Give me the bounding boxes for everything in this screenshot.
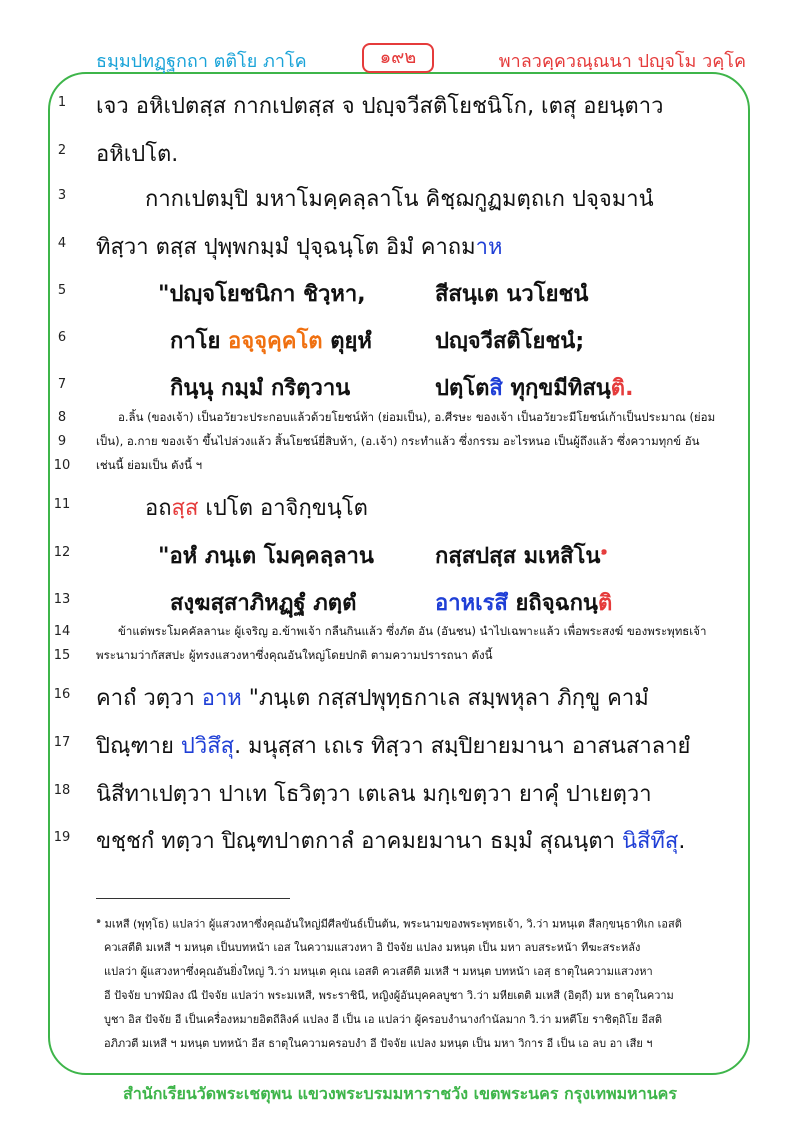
- line-number: 18: [53, 783, 71, 798]
- page-footer: สำนักเรียนวัดพระเชตุพน แขวงพระบรมมหาราชวัง เขตพระนคร กรุงเทพมหานคร: [123, 1084, 677, 1103]
- pali-line: เจว อหิเปตสฺส กากเปตสฺส จ ปญฺจวีสติโยชนิโก, เตสุ อยนฺตาว: [96, 94, 664, 119]
- footnote-line: ควเสตีติ มเหสี ฯ มหนฺต เป็นบทหน้า เอส ในความแสวงหา อิ ปัจจัย แปลง มหนฺต เป็น มหา ลบสระหน้า ทีฆะสระหลัง: [104, 941, 641, 954]
- text-segment: คาถํ วตฺวา: [96, 686, 202, 711]
- verse-left: "ปญฺจโยชนิกา ชิวฺหา,: [158, 282, 366, 307]
- verse-left: สงฺฆสฺสาภิหฏฺฐํ ภตฺตํ: [170, 591, 357, 616]
- text-segment: ตุยฺหํ: [322, 329, 372, 354]
- line-number: 3: [57, 188, 67, 203]
- line-number: 1: [57, 95, 67, 110]
- footnote-marker: ๑: [600, 544, 608, 558]
- highlight-word: อจฺจุคฺคโต: [228, 329, 323, 354]
- text-segment: กาโย: [170, 329, 229, 354]
- line-number: 19: [53, 830, 71, 845]
- highlight-word: สิ: [489, 376, 503, 401]
- footnote-line: อี ปัจจัย บาฬมิลง ณี ปัจจัย แปลว่า พระมเหสี, พระราชินี, หญิงผู้อันบุคคลบูชา วิ.ว่า มหียเตติ มเหสี (อิตฺถี) มห ธาตุในความ: [104, 989, 674, 1002]
- text-segment: ทิสฺวา ตสฺส ปุพฺพกมฺมํ ปุจฺฉนฺโต อิมํ คาถม: [96, 235, 476, 260]
- highlight-word: ติ: [597, 591, 613, 616]
- text-segment: "ภนฺเต กสฺสปพุทฺธกาเล สมฺพหุลา ภิกฺขู คามํ: [241, 686, 649, 711]
- highlight-word: สฺส: [171, 496, 199, 521]
- pali-line: กากเปตมฺปิ มหาโมคฺคลฺลาโน คิชฺฌกูฏมตฺถเก ปจฺจมานํ: [145, 187, 654, 212]
- highlight-word: อาหเรสึ: [435, 591, 508, 616]
- line-number: 10: [53, 458, 71, 473]
- verse-right: [435, 370, 633, 405]
- footnote-line: อภิภวตี มเหสี ฯ มหนฺต บทหน้า อีส ธาตุในความครอบงำ อี ปัจจัย แปลง มหนฺต เป็น มหา วิการ อี เป็น เอ ลบ อา เสีย ฯ: [104, 1037, 653, 1050]
- footnote-line: [96, 914, 744, 933]
- line-number: 8: [57, 410, 67, 425]
- page-number: ๑๙๒: [362, 43, 434, 73]
- text-segment: อถ: [145, 496, 172, 521]
- line-number: 17: [53, 735, 71, 750]
- line-number: 16: [53, 687, 71, 702]
- verse-right: [435, 538, 607, 573]
- header-left-title: ธมฺมปทฏฺฐกถา ตติโย ภาโค: [96, 51, 307, 72]
- pali-line: อหิเปโต.: [96, 142, 179, 167]
- text-segment: . มนุสฺสา เถเร ทิสฺวา สมฺปิยายมานา อาสนสาลายํ: [234, 734, 691, 759]
- verse-left: [170, 323, 372, 358]
- line-number: 14: [53, 624, 71, 639]
- pali-line: [96, 229, 744, 264]
- footnote-marker: ๑: [96, 916, 102, 925]
- footnote-text: มเหสี (พุทฺโธ) แปลว่า ผู้แสวงหาซึ่งคุณอันใหญ่มีศีลขันธ์เป็นต้น, พระนามของพระพุทธเจ้า, วิ.ว่า มหนฺเต สีลกฺขนฺธาทิเก เอสติ: [101, 917, 682, 931]
- text-segment: ปิณฺฑาย: [96, 734, 181, 759]
- line-number: 6: [57, 330, 67, 345]
- verse-left: "อหํ ภนฺเต โมคฺคลฺลาน: [158, 544, 374, 569]
- translation-line: เป็น), อ.กาย ของเจ้า ขึ้นไปล่วงแล้ว สิ้นโยชน์ยี่สิบห้า, (อ.เจ้า) กระทำแล้ว ซึ่งกรรม อะไรหนอ เป็นผู้ถึงแล้ว ซึ่งความทุกข์ อัน: [96, 434, 700, 448]
- pali-line: [96, 823, 744, 858]
- text-segment: กสฺสปสฺส มเหสิโน: [435, 544, 601, 569]
- line-number: 11: [53, 497, 71, 512]
- line-number: 9: [57, 434, 67, 449]
- line-number: 4: [57, 236, 67, 251]
- highlight-word: าห: [475, 235, 503, 260]
- pali-line: นิสีทาเปตฺวา ปาเท โธวิตฺวา เตเลน มกฺเขตฺวา ยาคุํ ปาเยตฺวา: [96, 782, 652, 807]
- line-number: 7: [57, 377, 67, 392]
- translation-line: อ.ลิ้น (ของเจ้า) เป็นอวัยวะประกอบแล้วด้วยโยชน์ห้า (ย่อมเป็น), อ.ศีรษะ ของเจ้า เป็นอวัยวะมีโยชน์เก้าเป็นประมาณ (ย่อม: [118, 410, 716, 424]
- text-segment: ปตฺโต: [435, 376, 490, 401]
- pali-line: [145, 490, 744, 525]
- text-segment: เปโต อาจิกฺขนฺโต: [198, 496, 368, 521]
- line-number: 5: [57, 283, 67, 298]
- highlight-word: นิสีทึสุ: [621, 829, 679, 854]
- verse-right: สีสนฺเต นวโยชนํ: [435, 282, 589, 307]
- line-number: 13: [53, 592, 71, 607]
- highlight-word: ปวิสึสุ: [180, 734, 235, 759]
- footnote-line: แปลว่า ผู้แสวงหาซึ่งคุณอันยิ่งใหญ่ วิ.ว่า มหนฺเต คุเณ เอสติ ควเสตีติ มเหสี ฯ มหนฺต บทหน้า เอสฺ ธาตุในความแสวงหา: [104, 965, 653, 978]
- verse-right: ปญฺจวีสติโยชนํ;: [435, 329, 585, 354]
- pali-line: [96, 728, 744, 763]
- line-number: 12: [53, 545, 71, 560]
- text-segment: ยถิจฺฉกนฺ: [507, 591, 598, 616]
- text-segment: .: [678, 829, 686, 854]
- translation-line: เช่นนี้ ย่อมเป็น ดังนี้ ฯ: [96, 458, 203, 472]
- header-right-title: พาลวคฺควณฺณนา ปญฺจโม วคฺโค: [498, 51, 746, 72]
- line-number: 15: [53, 648, 71, 663]
- translation-line: พระนามว่ากัสสปะ ผู้ทรงแสวงหาซึ่งคุณอันใหญ่โดยปกติ ตามความปรารถนา ดังนี้: [96, 648, 493, 662]
- footnote-separator: [96, 898, 290, 899]
- verse-right: [435, 585, 612, 620]
- highlight-word: อาห: [201, 686, 242, 711]
- highlight-word: ติ.: [610, 376, 634, 401]
- verse-left: กินฺนุ กมฺมํ กริตฺวาน: [170, 376, 351, 401]
- line-number: 2: [57, 143, 67, 158]
- translation-line: ข้าแต่พระโมคคัลลานะ ผู้เจริญ อ.ข้าพเจ้า กลืนกินแล้ว ซึ่งภัต อัน (อันชน) นำไปเฉพาะแล้ว เพื่อพระสงฆ์ ของพระพุทธเจ้า: [118, 624, 707, 638]
- footnote-line: บูชา อิส ปัจจัย อี เป็นเครื่องหมายอิตถีลิงค์ แปลง อี เป็น เอ แปลว่า ผู้ครอบงำนางกำนัลมาก วิ.ว่า มหตีโย ราชิตฺถิโย อีสติ: [104, 1013, 662, 1026]
- pali-line: [96, 680, 744, 715]
- text-segment: ขชฺชกํ ทตฺวา ปิณฺฑปาตกาลํ อาคมยมานา ธมฺมํ สุณนฺตา: [96, 829, 622, 854]
- text-segment: ทุกฺขมีทิสนฺ: [502, 376, 611, 401]
